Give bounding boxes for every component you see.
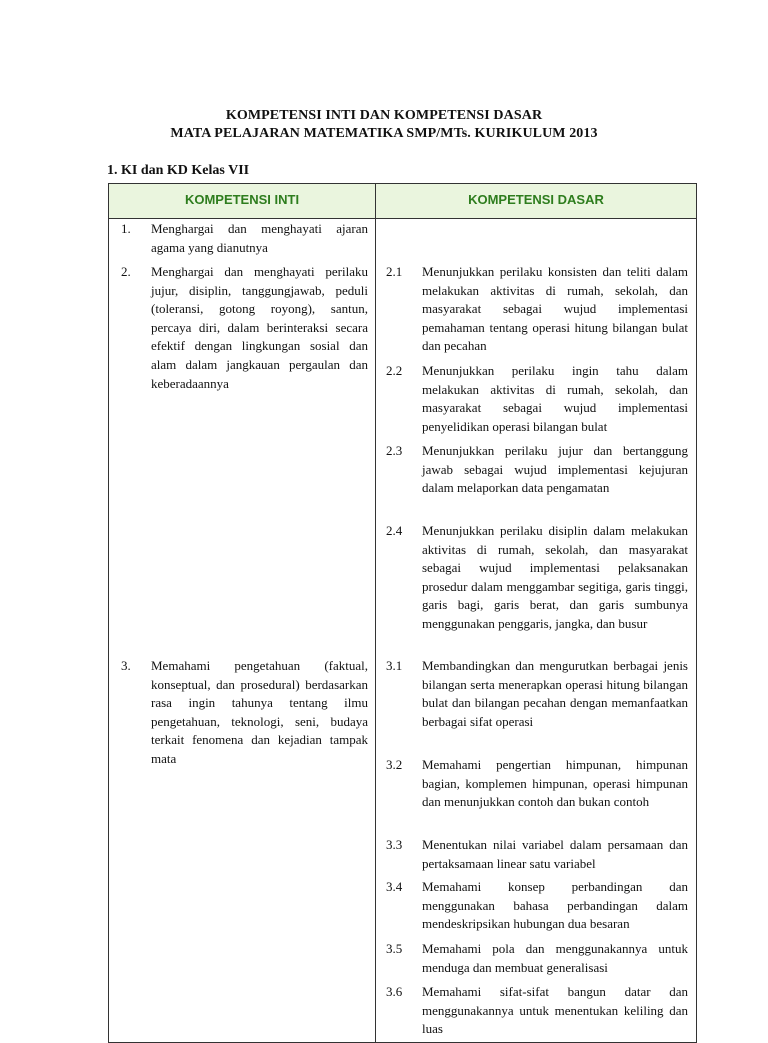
kd-number: 2.4 — [386, 523, 403, 538]
document-title-line-2: MATA PELAJARAN MATEMATIKA SMP/MTs. KURIKULUM 2013 — [170, 126, 598, 141]
kd-text: Memahami pengertian himpunan, himpunan bagian, komplemen himpunan, operasi himpunan dan menunjukkan contoh dan bukan contoh — [422, 757, 688, 810]
ki-text: Memahami pengetahuan (faktual, konseptual, dan prosedural) berdasarkan rasa ingin tahunya tentang ilmu pengetahuan, teknologi, seni, budaya terkait fenomena dan kejadian tampak mata — [151, 658, 368, 766]
kd-text: Menunjukkan perilaku disiplin dalam melakukan aktivitas di rumah, sekolah, dan masyarakat sebagai wujud implementasi pelaksanakan prosedur dalam menggambar segitiga, garis tinggi, garis bagi, garis berat, dan garis sumbunya menggunakan penggaris, jangka, dan busur — [422, 523, 688, 631]
kd-number: 2.3 — [386, 443, 403, 458]
header-kompetensi-inti: KOMPETENSI INTI — [184, 192, 300, 207]
ki-number: 3. — [121, 658, 131, 673]
kd-number: 2.1 — [386, 264, 403, 279]
ki-number: 1. — [121, 221, 131, 236]
kd-number: 3.2 — [386, 757, 403, 772]
ki-number: 2. — [121, 264, 131, 279]
kd-number: 3.4 — [386, 879, 403, 894]
kd-text: Memahami konsep perbandingan dan menggunakan bahasa perbandingan dalam mendeskripsikan hubungan dua besaran — [422, 879, 688, 932]
kd-text: Memahami sifat-sifat bangun datar dan menggunakannya untuk menentukan keliling dan luas — [422, 984, 688, 1037]
kd-number: 3.1 — [386, 658, 403, 673]
kd-text: Menunjukkan perilaku konsisten dan teliti dalam melakukan aktivitas di rumah, sekolah, dan masyarakat sebagai wujud implementasi pemahaman tentang operasi hitung bilangan bulat dan pecahan — [422, 264, 688, 354]
kd-text: Menunjukkan perilaku jujur dan bertanggung jawab sebagai wujud implementasi kejujuran dalam melaporkan data pengamatan — [422, 443, 688, 496]
kd-text: Memahami pola dan menggunakannya untuk menduga dan membuat generalisasi — [422, 941, 688, 975]
kd-number: 2.2 — [386, 363, 403, 378]
kd-number: 3.3 — [386, 837, 403, 852]
kd-number: 3.5 — [386, 941, 403, 956]
kd-text: Menunjukkan perilaku ingin tahu dalam melakukan aktivitas di rumah, sekolah, dan masyarakat sebagai wujud implementasi penyelidikan operasi bilangan bulat — [422, 363, 688, 434]
kd-number: 3.6 — [386, 984, 403, 999]
ki-text: Menghargai dan menghayati ajaran agama yang dianutnya — [151, 221, 368, 255]
header-kompetensi-dasar: KOMPETENSI DASAR — [468, 192, 604, 207]
kd-text: Membandingkan dan mengurutkan berbagai jenis bilangan serta menerapkan operasi hitung bilangan bulat dan bilangan pecahan dengan memanfaatkan berbagai sifat operasi — [422, 658, 688, 729]
column-divider — [375, 183, 376, 1043]
kd-text: Menentukan nilai variabel dalam persamaan dan pertaksamaan linear satu variabel — [422, 837, 688, 871]
ki-text: Menghargai dan menghayati perilaku jujur, disiplin, tanggungjawab, peduli (toleransi, gotong royong), santun, percaya diri, dalam berinteraksi secara efektif dengan lingkungan sosial dan alam dalam jangkauan pergaulan dan keberadaannya — [151, 264, 368, 391]
document-title-line-1: KOMPETENSI INTI DAN KOMPETENSI DASAR — [225, 108, 543, 123]
section-heading: 1. KI dan KD Kelas VII — [107, 163, 250, 178]
